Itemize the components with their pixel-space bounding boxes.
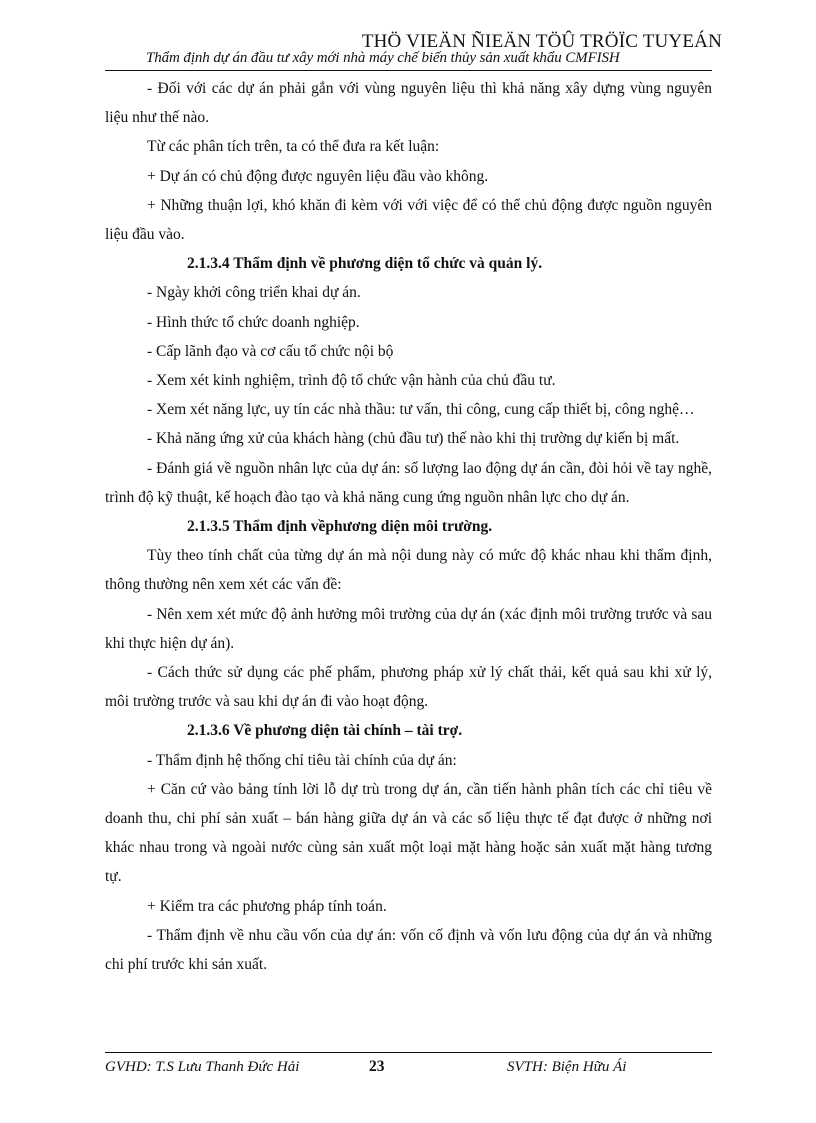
paragraph: - Nên xem xét mức độ ảnh hưởng môi trường của dự án (xác định môi trường trước và sau khi thực hiện dự án).	[105, 605, 712, 652]
paragraph: - Khả năng ứng xử của khách hàng (chủ đầu tư) thế nào khi thị trường dự kiến bị mất.	[147, 430, 680, 448]
paragraph: + Căn cứ vào bảng tính lời lỗ dự trù trong dự án, cần tiến hành phân tích các chỉ tiêu về doanh thu, chi phí sản xuất – bán hàng giữa dự án và các số liệu thực tế đạt được ở những nơi khác nhau trong và ngoài nước cùng sản xuất một loại mặt hàng hoặc sản xuất mặt hàng tương tự.	[105, 780, 712, 886]
footer-advisor: GVHD: T.S Lưu Thanh Đức Hải	[105, 1059, 300, 1075]
paragraph: Từ các phân tích trên, ta có thể đưa ra kết luận:	[147, 138, 440, 156]
paragraph: - Cấp lãnh đạo và cơ cấu tổ chức nội bộ	[147, 342, 394, 360]
footer-rule	[105, 1052, 712, 1053]
header-title: Thẩm định dự án đầu tư xây mới nhà máy chế biến thủy sản xuất khẩu CMFISH	[146, 50, 620, 66]
paragraph: + Kiểm tra các phương pháp tính toán.	[147, 897, 387, 915]
page-header	[105, 31, 722, 71]
paragraph: - Đối với các dự án phải gắn với vùng nguyên liệu thì khả năng xây dựng vùng nguyên liệu như thế nào.	[105, 80, 712, 127]
section-heading: 2.1.3.5 Thẩm định vềphương diện môi trường.	[187, 518, 493, 536]
page-number: 23	[369, 1058, 385, 1075]
paragraph: - Thẩm định hệ thống chỉ tiêu tài chính của dự án:	[147, 751, 457, 769]
paragraph: Tùy theo tính chất của từng dự án mà nội dung này có mức độ khác nhau khi thẩm định, thông thường nên xem xét các vấn đề:	[105, 547, 712, 594]
page-footer	[105, 1052, 712, 1082]
paragraph: - Hình thức tổ chức doanh nghiệp.	[147, 313, 360, 331]
header-rule	[105, 70, 712, 71]
paragraph: - Ngày khởi công triển khai dự án.	[147, 284, 361, 302]
footer-student: SVTH: Biện Hữu Ái	[507, 1059, 627, 1075]
paragraph: - Đánh giá về nguồn nhân lực của dự án: số lượng lao động dự án cần, đòi hỏi về tay nghề, trình độ kỹ thuật, kế hoạch đào tạo và khả năng cung ứng nguồn nhân lực cho dự án.	[105, 459, 712, 506]
document-body	[105, 74, 712, 979]
header-watermark: THÖ VIEÄN ÑIEÄN TÖÛ TRÖÏC TUYEÁN	[361, 31, 722, 52]
section-heading: 2.1.3.4 Thẩm định về phương diện tổ chức và quản lý.	[187, 255, 543, 273]
paragraph: + Dự án có chủ động được nguyên liệu đầu vào không.	[147, 167, 489, 185]
paragraph: - Xem xét năng lực, uy tín các nhà thầu: tư vấn, thi công, cung cấp thiết bị, công nghệ…	[147, 401, 695, 419]
section-heading: 2.1.3.6 Về phương diện tài chính – tài trợ.	[187, 722, 463, 740]
paragraph: + Những thuận lợi, khó khăn đi kèm với với việc để có thể chủ động được nguồn nguyên liệu đầu vào.	[105, 196, 712, 244]
paragraph: - Thẩm định về nhu cầu vốn của dự án: vốn cố định và vốn lưu động của dự án và những chi phí trước khi sản xuất.	[105, 926, 712, 974]
paragraph: - Xem xét kinh nghiệm, trình độ tổ chức vận hành của chủ đầu tư.	[147, 372, 556, 390]
paragraph: - Cách thức sử dụng các phế phẩm, phương pháp xử lý chất thải, kết quả sau khi xử lý, môi trường trước và sau khi dự án đi vào hoạt động.	[105, 664, 712, 711]
